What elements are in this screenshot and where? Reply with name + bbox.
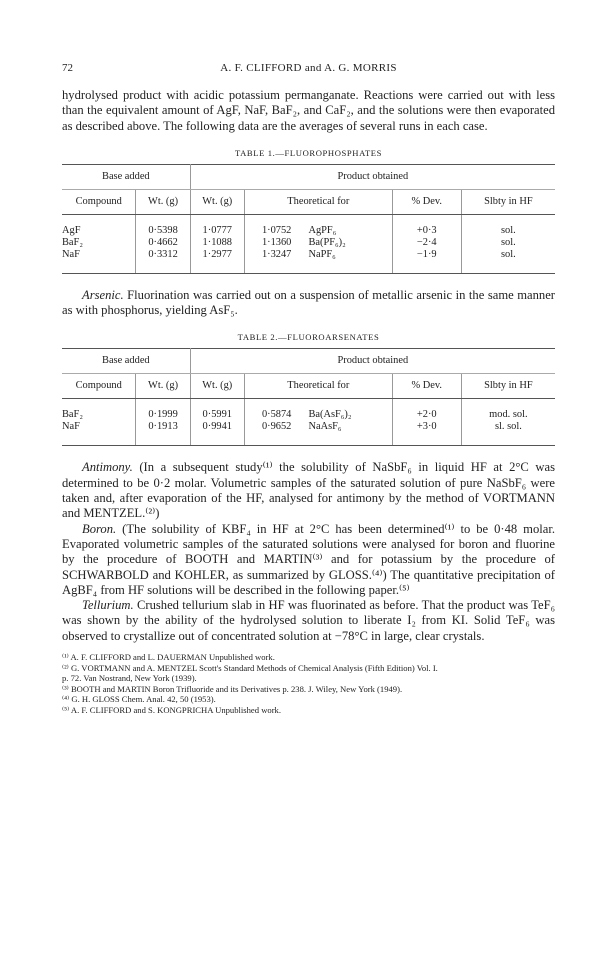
table-cell: 0·5874	[261, 409, 292, 421]
table2-col-header: Compound	[62, 374, 136, 399]
table1-col-header: Theoretical for	[244, 189, 392, 214]
table-cell: 0·1999	[136, 399, 190, 422]
tellurium-paragraph	[62, 598, 555, 644]
table2-col-header: Wt. (g)	[136, 374, 190, 399]
arsenic-heading: Arsenic.	[82, 287, 124, 302]
footnote: ⁽³⁾ BOOTH and MARTIN Boron Trifluoride and its Derivatives p. 238. J. Wiley, New York (1949).	[62, 683, 403, 694]
table-cell: 1·1360	[261, 236, 292, 248]
table2-col-header: Theoretical for	[244, 374, 392, 399]
table2-col-header: % Dev.	[392, 374, 461, 399]
table-cell: 1·3247	[244, 249, 308, 274]
table2-col-header: Slbty in HF	[461, 374, 555, 399]
table-cell: NaPF₆	[308, 249, 392, 274]
table-cell: sol.	[501, 224, 516, 236]
table-cell: sl. sol.	[461, 421, 555, 446]
table2-caption: TABLE 2.—FLUOROARSENATES	[237, 332, 380, 343]
table1-group-product: Product obtained	[190, 164, 555, 189]
table-cell: AgPF₆	[308, 214, 392, 237]
table-cell: 1·0777	[190, 214, 244, 237]
table2-group-base: Base added	[62, 349, 190, 374]
table-cell: 0·5398	[136, 214, 190, 237]
table-cell: NaAsF₆	[308, 421, 392, 446]
table1	[62, 164, 555, 274]
table1-col-header: Wt. (g)	[136, 189, 190, 214]
table-cell: 0·4662	[136, 237, 190, 249]
table-cell: 0·1913	[136, 421, 190, 446]
tellurium-heading: Tellurium.	[82, 598, 134, 613]
running-title: A. F. CLIFFORD and A. G. MORRIS	[220, 62, 397, 74]
table-cell: +3·0	[392, 421, 461, 446]
table-cell: +0·3	[392, 214, 461, 237]
table-cell: 1·2977	[190, 249, 244, 274]
boron-text: (The solubility of KBF₄ in HF at 2°C has been determined⁽¹⁾ to be 0·48 molar. Evaporated volumetric samples of the saturated solutions were analysed for boron and fluorine by the procedure of BOOTH and MARTIN⁽³⁾ and for potassium by the procedure of SCHWARBOLD and KOHLER, as summarized by GLOSS.⁽⁴⁾) The quantitative precipitation of AgBF₄ from HF solutions will be described in the following paper.⁽⁵⁾	[62, 521, 555, 597]
boron-paragraph	[62, 522, 555, 598]
footnote: ⁽⁴⁾ G. H. GLOSS Chem. Anal. 42, 50 (1953).	[62, 694, 216, 705]
antimony-paragraph	[62, 460, 555, 521]
page-number: 72	[62, 62, 73, 74]
table-cell: −1·9	[392, 249, 461, 274]
footnote: ⁽²⁾ G. VORTMANN and A. MENTZEL Scott's Standard Methods of Chemical Analysis (Fifth Edition) Vol. I.	[62, 662, 438, 673]
table-cell: 0·3312	[136, 249, 190, 274]
antimony-text: (In a subsequent study⁽¹⁾ the solubility of NaSbF₆ in liquid HF at 2°C was determined to be 0·2 molar. Volumetric samples of the saturated solution of pure NaSbF₆ were taken and, after evaporation of the HF, analysed for antimony by the method of VORTMANN and MENTZEL.⁽²⁾)	[62, 460, 555, 521]
intro-paragraph: hydrolysed product with acidic potassium permanganate. Reactions were carried out with less than the equivalent amount of AgF, NaF, BaF₂, and CaF₂, and the solutions were then evaporated as described above. The following data are the averages of several runs in each case.	[62, 88, 555, 133]
table1-col-header: Wt. (g)	[190, 189, 244, 214]
table-cell: NaF	[62, 249, 136, 274]
table1-col-header: Slbty in HF	[461, 189, 555, 214]
arsenic-text: Fluorination was carried out on a suspension of metallic arsenic in the same manner as with phosphorus, yielding AsF₅.	[62, 287, 555, 318]
table-cell: NaF	[62, 421, 136, 446]
table-row	[62, 249, 555, 274]
table2	[62, 348, 555, 446]
table1-group-base: Base added	[62, 164, 190, 189]
antimony-heading: Antimony.	[82, 460, 133, 475]
table-cell: 0·9652	[244, 421, 308, 446]
table-cell: BaF₂	[62, 237, 136, 249]
boron-heading: Boron.	[82, 521, 117, 536]
table-cell: AgF	[62, 214, 136, 237]
page	[62, 62, 555, 716]
table-cell: mod. sol.	[489, 409, 528, 421]
table1-col-header: % Dev.	[392, 189, 461, 214]
footnotes	[62, 652, 555, 716]
arsenic-paragraph	[62, 288, 555, 319]
running-head	[62, 62, 555, 78]
table-cell: sol.	[461, 249, 555, 274]
table-cell: 0·5991	[190, 399, 244, 422]
table-cell: 0·9941	[190, 421, 244, 446]
table1-caption: TABLE 1.—FLUOROPHOSPHATES	[234, 147, 383, 158]
table-row	[62, 421, 555, 446]
table-row	[62, 214, 555, 237]
table-row	[62, 237, 555, 249]
tellurium-text: Crushed tellurium slab in HF was fluorinated as before. That the product was TeF₆ was shown by the ability of the hydrolysed solution to liberate I₂ from KI. Solid TeF₆ was observed to crystallize out of concentrated solution at −78°C in large, clear crystals.	[62, 598, 555, 643]
table-cell: +2·0	[392, 399, 461, 422]
table-cell: Ba(PF₆)₂	[308, 237, 392, 249]
table-cell: BaF₂	[62, 399, 136, 422]
footnote: p. 72. Van Nostrand, New York (1939).	[62, 673, 197, 684]
footnote: ⁽⁵⁾ A. F. CLIFFORD and S. KONGPRICHA Unpublished work.	[62, 705, 282, 716]
table1-col-header: Compound	[62, 189, 136, 214]
table-cell: Ba(AsF₆)₂	[308, 399, 392, 422]
table2-col-header: Wt. (g)	[190, 374, 244, 399]
table-row	[62, 399, 555, 422]
table-cell: sol.	[501, 236, 516, 248]
footnote: ⁽¹⁾ A. F. CLIFFORD and L. DAUERMAN Unpublished work.	[62, 652, 275, 663]
table-cell: −2·4	[392, 237, 461, 249]
table-cell: 1·1088	[190, 237, 244, 249]
table-cell: 1·0752	[261, 224, 292, 236]
table2-group-product: Product obtained	[190, 349, 555, 374]
